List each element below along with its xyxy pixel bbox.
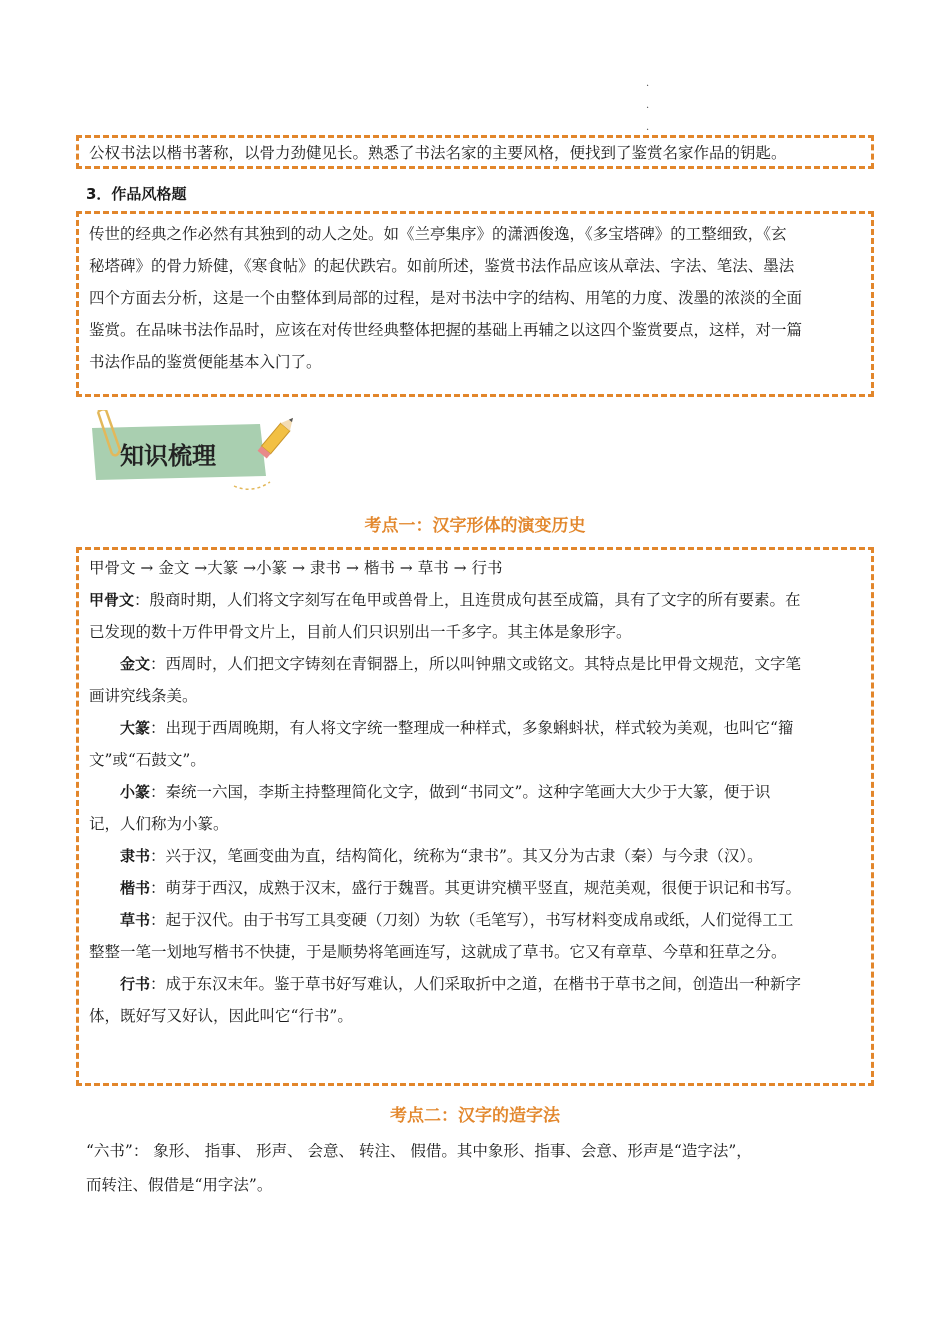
item-label: 隶书	[120, 847, 151, 865]
item-text: ：萌芽于西汉，成熟于汉末，盛行于魏晋。其更讲究横平竖直，规范美观，很便于识记和书写。	[150, 879, 802, 897]
item-label: 小篆	[120, 783, 151, 801]
knowledge-banner	[84, 410, 314, 490]
evolution-chain: 甲骨文 → 金文 →大篆 →小篆 → 隶书 → 楷书 → 草书 → 行书	[89, 559, 503, 577]
item-text: 体，既好写又好认，因此叫它“行书”。	[89, 1007, 353, 1025]
paragraph-line: 传世的经典之作必然有其独到的动人之处。如《兰亭集序》的潇洒俊逸，《多宝塔碑》的工整细致，《玄	[89, 225, 787, 243]
item-text: ：兴于汉，笔画变曲为直，结构简化，统称为“隶书”。其又分为古隶（秦）与今隶（汉）。	[150, 847, 763, 865]
liushu-text	[86, 1134, 866, 1202]
section-title: 3．作品风格题	[86, 185, 187, 203]
item-kaishu	[89, 872, 861, 904]
item-text: 已发现的数十万件甲骨文片上，目前人们只识别出一千多字。其主体是象形字。	[89, 623, 632, 641]
banner-title: 知识梳理	[120, 442, 216, 470]
item-text: ：成于东汉末年。鉴于草书好写难认，人们采取折中之道，在楷书于草书之间，创造出一种新字	[150, 975, 802, 993]
paragraph-line: 鉴赏。在品味书法作品时，应该在对传世经典整体把握的基础上再辅之以这四个鉴赏要点，这样，对一篇	[89, 321, 803, 339]
item-text: 记，人们称为小篆。	[89, 815, 229, 833]
paragraph-line: 书法作品的鉴赏便能基本入门了。	[89, 353, 322, 371]
pencil-icon	[258, 414, 298, 458]
item-xiaozhuan	[89, 776, 861, 808]
kaodian1-title: 考点一：汉字形体的演变历史	[364, 516, 586, 536]
item-jiaguwen	[89, 584, 861, 616]
page-marker-dots: · · ·	[646, 81, 650, 136]
paragraph-line: “六书”： 象形、 指事、 形声、 会意、 转注、 假借。其中象形、指事、会意、形声是“造字法”，	[86, 1142, 752, 1160]
item-text: 整整一笔一划地写楷书不快捷，于是顺势将笔画连写，这就成了草书。它又有章草、今草和狂草之分。	[89, 943, 787, 961]
kaodian2-title: 考点二：汉字的造字法	[390, 1106, 560, 1126]
intro-box	[76, 135, 874, 169]
evolution-box	[76, 547, 874, 1086]
item-text: ：秦统一六国，李斯主持整理简化文字，做到“书同文”。这种字笔画大大少于大篆，便于识	[150, 783, 771, 801]
intro-text: 公权书法以楷书著称，以骨力劲健见长。熟悉了书法名家的主要风格，便找到了鉴赏名家作品的钥匙。	[89, 144, 787, 162]
paragraph-line: 而转注、假借是“用字法”。	[86, 1176, 273, 1194]
item-jinwen	[89, 648, 861, 680]
paragraph-line: 四个方面去分析，这是一个由整体到局部的过程，是对书法中字的结构、用笔的力度、泼墨的浓淡的全面	[89, 289, 803, 307]
item-text: ：出现于西周晚期，有人将文字统一整理成一种样式，多象蝌蚪状，样式较为美观，也叫它“籀	[150, 719, 794, 737]
item-label: 金文	[120, 655, 151, 673]
item-label: 草书	[120, 911, 151, 929]
item-label: 楷书	[120, 879, 151, 897]
item-text: ：殷商时期，人们将文字刻写在龟甲或兽骨上，且连贯成句甚至成篇，具有了文字的所有要素。在	[134, 591, 801, 609]
item-caoshu	[89, 904, 861, 936]
item-lishu	[89, 840, 861, 872]
item-text: 文”或“石鼓文”。	[89, 751, 206, 769]
item-label: 行书	[120, 975, 151, 993]
style-question-box	[76, 211, 874, 397]
item-text: ：起于汉代。由于书写工具变硬（刀刻）为软（毛笔写），书写材料变成帛或纸，人们觉得工工	[150, 911, 794, 929]
item-label: 大篆	[120, 719, 151, 737]
item-dazhuan	[89, 712, 861, 744]
item-label: 甲骨文	[89, 591, 135, 609]
item-text: ：西周时，人们把文字铸刻在青铜器上，所以叫钟鼎文或铭文。其特点是比甲骨文规范，文字笔	[150, 655, 802, 673]
paragraph-line: 秘塔碑》的骨力矫健，《寒食帖》的起伏跌宕。如前所述，鉴赏书法作品应该从章法、字法、笔法、墨法	[89, 257, 795, 275]
item-xingshu	[89, 968, 861, 1000]
item-text: 画讲究线条美。	[89, 687, 198, 705]
